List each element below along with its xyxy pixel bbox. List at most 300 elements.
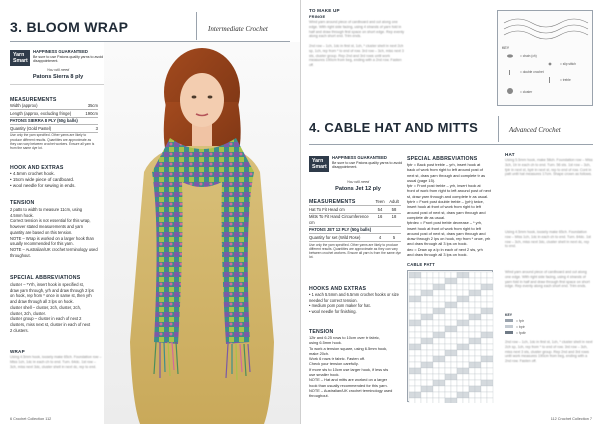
chart-cell <box>421 308 427 314</box>
quantity-row: Quantity for set (Wild Rose) 4 5 <box>309 234 396 240</box>
fringe-instructions: Wind yarn around piece of cardboard and cut along one edge. With right side facing, using 4 strands of yarn fold in half and draw through first space on short edge. Rep evenly along each short end. Trim ends. <box>309 20 405 39</box>
chart-cell <box>421 344 427 350</box>
key-item: = chain (ch) <box>520 54 537 58</box>
chart-cell <box>457 326 463 332</box>
chart-cell <box>451 368 457 374</box>
chart-cell <box>433 290 439 296</box>
chart-cell <box>421 290 427 296</box>
chart-cell <box>451 290 457 296</box>
chart-cell <box>415 290 421 296</box>
hat-instructions: Using 5.5mm hook, make 58ch. Foundation row – Miss 3ch, 1tr in each ch to end. Turn. 56 sts. 1st row – 3ch, fptr in next st, bptr in next st, rep to end of row. Cont in patt until hat measures 17cm. Shape crown as follows. <box>505 158 593 177</box>
chart-cell <box>481 356 487 362</box>
chart-cell <box>415 320 421 326</box>
chart-cell <box>433 272 439 278</box>
chart-cell <box>427 308 433 314</box>
chart-cell <box>487 344 493 350</box>
chart-cell <box>451 374 457 380</box>
chart-cell <box>415 332 421 338</box>
chart-cell <box>451 380 457 386</box>
chart-cell <box>445 332 451 338</box>
chart-cell <box>439 326 445 332</box>
chart-cell <box>439 338 445 344</box>
chart-cell <box>475 392 481 398</box>
chart-cell <box>475 338 481 344</box>
cable-chart-grid <box>408 271 494 403</box>
chart-cell <box>433 344 439 350</box>
chart-cell <box>421 392 427 398</box>
chart-cell <box>421 314 427 320</box>
chart-cell <box>487 374 493 380</box>
chart-cell <box>469 314 475 320</box>
chart-cell <box>469 338 475 344</box>
yarn-name: Patons Jet 12 ply <box>335 186 381 192</box>
chart-cell <box>433 392 439 398</box>
yarn-smart-box <box>309 156 407 172</box>
chart-cell <box>487 302 493 308</box>
chart-cell <box>475 314 481 320</box>
list-item: • 15cm wide piece of cardboard. <box>10 177 75 183</box>
chart-cell <box>481 284 487 290</box>
chart-cell <box>457 332 463 338</box>
chart-cell <box>445 362 451 368</box>
chart-cell <box>445 290 451 296</box>
chart-cell <box>487 398 493 403</box>
chart-cell <box>487 296 493 302</box>
chart-cell <box>487 308 493 314</box>
chart-cell <box>409 326 415 332</box>
yarn-smart-badge: Yarn Smart <box>309 156 329 172</box>
chart-cell <box>487 392 493 398</box>
chart-cell <box>427 302 433 308</box>
tension-text: 2 patts to width to measure 11cm, using 4.5mm hook. Correct tension is not essential for this wrap, however stated measurements and yarn quantity are based on this tension. NOTE – Wrap is worked on a larger hook than usually recommended for this yarn. NOTE – Australian/UK crochet terminology used throughout. <box>10 207 98 258</box>
chart-cell <box>481 398 487 403</box>
chart-cell <box>445 302 451 308</box>
chart-cell <box>475 356 481 362</box>
chart-cell <box>439 320 445 326</box>
chart-cell <box>445 356 451 362</box>
chart-cell <box>445 320 451 326</box>
chart-cell <box>487 314 493 320</box>
happiness-guaranteed: HAPPINESS GUARANTEED Be sure to use Patons quality yarns to avoid disappointment. <box>33 49 104 64</box>
chart-cell <box>427 368 433 374</box>
chart-cell <box>421 398 427 403</box>
chart-cell <box>463 272 469 278</box>
chart-cell <box>463 326 469 332</box>
wrap-continued: 2nd row – 1ch, 1dc in first st, 1ch, * cluster shell in next 2ch sp, 1ch, rep from * to end of row. 3rd row – 3ch, miss next 3 sts, cluster group. Rep 2nd and 3rd rows until work measures 190cm from beg, ending with a 2nd row. Fasten off. <box>309 44 404 68</box>
chart-cell <box>415 278 421 284</box>
chart-cell <box>457 302 463 308</box>
mitts-instructions-cont: 2nd row – 1ch, 1dc in first st, 1ch, * cluster shell in next 2ch sp, 1ch, rep from * to end of row. 3rd row – 3ch, miss next 3 sts, cluster group. Rep 2nd and 3rd rows until work measures 190cm from beg, ending with a 2nd row. Fasten off. <box>505 340 593 364</box>
chart-cell <box>457 278 463 284</box>
abbreviations-text: cluster – *Yrh, insert hook in specified st, draw yarn through, yrh and draw through 2 lps on hook, rep from * once in same st, then yrh and draw through all 3 lps on hook. cluster shell – cluster, 2ch, cluster, 2ch, cluster, 2ch, cluster. cluster group – cluster in each of next 2 clusters, miss next st, cluster in each of next 2 clusters. <box>10 282 94 333</box>
chart-cell <box>487 278 493 284</box>
chart-cell <box>415 350 421 356</box>
skill-level: Advanced Crochet <box>509 126 561 134</box>
chart-cell <box>463 296 469 302</box>
chart-cell <box>469 278 475 284</box>
chart-cell <box>457 284 463 290</box>
chart-cell <box>415 326 421 332</box>
chart-cell <box>415 398 421 403</box>
chart-cell <box>421 284 427 290</box>
key-item: = bptr <box>505 324 593 330</box>
yarn-smart-box <box>10 50 106 66</box>
chart-cell <box>409 380 415 386</box>
chart-cell <box>457 308 463 314</box>
chart-cell <box>469 308 475 314</box>
chart-cell <box>445 314 451 320</box>
chart-cell <box>421 302 427 308</box>
chart-cell <box>481 272 487 278</box>
chart-cell <box>475 308 481 314</box>
mitts-instructions: Wind yarn around piece of cardboard and cut along one edge. With right side facing, using 4 strands of yarn fold in half and draw through first space on short edge. Rep evenly along each short end. Trim ends. <box>505 270 590 289</box>
list-item: • 4.5mm crochet hook. <box>10 171 55 176</box>
chart-cell <box>433 350 439 356</box>
chart-cell <box>451 302 457 308</box>
chart-cell <box>457 344 463 350</box>
chart-cell <box>481 314 487 320</box>
chart-cell <box>481 392 487 398</box>
chart-cell <box>409 392 415 398</box>
chart-cell <box>457 314 463 320</box>
chart-cell <box>463 332 469 338</box>
key-label: KEY <box>505 313 512 317</box>
chart-cell <box>427 296 433 302</box>
chart-cell <box>421 386 427 392</box>
chart-cell <box>475 362 481 368</box>
chart-cell <box>409 278 415 284</box>
chart-cell <box>439 374 445 380</box>
key-item: = fpdtr <box>505 330 593 336</box>
title-rule <box>309 144 593 145</box>
chart-cell <box>469 368 475 374</box>
chart-cell <box>439 302 445 308</box>
hooks-extras-heading: HOOKS AND EXTRAS <box>309 286 367 292</box>
chart-cell <box>469 362 475 368</box>
chart-cell <box>469 398 475 403</box>
chart-cell <box>433 398 439 403</box>
chart-cell <box>487 290 493 296</box>
model-photo <box>104 42 300 424</box>
chart-cell <box>409 338 415 344</box>
chart-cell <box>433 386 439 392</box>
pattern-title: 3. BLOOM WRAP <box>10 19 129 35</box>
chart-cell <box>463 284 469 290</box>
chart-cell <box>439 350 445 356</box>
list-item: • wool needle for sewing in ends. <box>10 183 76 189</box>
key-item: = double crochet <box>520 70 544 74</box>
chart-cell <box>463 368 469 374</box>
chart-cell <box>433 284 439 290</box>
chart-cell <box>409 356 415 362</box>
chart-cell <box>481 332 487 338</box>
chart-cell <box>463 308 469 314</box>
chart-cell <box>409 308 415 314</box>
chart-cell <box>487 284 493 290</box>
list-item: • wool needle for finishing. <box>309 308 357 314</box>
chart-cell <box>427 284 433 290</box>
chart-cell <box>439 386 445 392</box>
chart-cell <box>469 284 475 290</box>
chart-cell <box>475 350 481 356</box>
chart-cell <box>427 386 433 392</box>
title-divider <box>498 116 499 142</box>
chart-cell <box>451 296 457 302</box>
chart-cell <box>409 302 415 308</box>
chart-cell <box>433 380 439 386</box>
chart-key <box>505 312 593 336</box>
chart-cell <box>427 356 433 362</box>
chart-cell <box>445 398 451 403</box>
chart-cell <box>475 296 481 302</box>
chart-cell <box>433 368 439 374</box>
chart-cell <box>457 374 463 380</box>
chart-cell <box>427 332 433 338</box>
chart-cell <box>481 320 487 326</box>
chart-cell <box>487 350 493 356</box>
chart-cell <box>415 284 421 290</box>
chart-cell <box>409 284 415 290</box>
chart-cell <box>445 308 451 314</box>
chart-cell <box>421 320 427 326</box>
chart-cell <box>415 302 421 308</box>
chart-cell <box>433 308 439 314</box>
fringe-heading: FRINGE <box>309 14 326 19</box>
chart-cell <box>463 398 469 403</box>
hook-extras-heading: HOOK AND EXTRAS <box>10 165 64 171</box>
yarn-name: Patons Sierra 8 ply <box>32 74 84 80</box>
chart-cell <box>427 374 433 380</box>
title-divider <box>196 12 197 40</box>
chart-cell <box>481 380 487 386</box>
chart-cell <box>469 302 475 308</box>
chart-cell <box>487 338 493 344</box>
chart-cell <box>427 380 433 386</box>
chart-cell <box>457 272 463 278</box>
chart-cell <box>463 278 469 284</box>
chart-cell <box>469 290 475 296</box>
chart-cell <box>475 398 481 403</box>
chart-cell <box>415 368 421 374</box>
chart-cell <box>481 344 487 350</box>
chart-cell <box>457 320 463 326</box>
chart-cell <box>481 278 487 284</box>
chart-cell <box>439 296 445 302</box>
chart-cell <box>445 380 451 386</box>
chart-cell <box>475 368 481 374</box>
chart-cell <box>439 362 445 368</box>
chart-cell <box>463 302 469 308</box>
chart-cell <box>451 356 457 362</box>
chart-cell <box>469 296 475 302</box>
chart-cell <box>457 338 463 344</box>
chart-cell <box>481 362 487 368</box>
chart-cell <box>451 386 457 392</box>
chart-cell <box>409 314 415 320</box>
chart-cell <box>427 278 433 284</box>
chart-cell <box>427 350 433 356</box>
chart-cell <box>415 380 421 386</box>
chart-cell <box>457 392 463 398</box>
chart-cell <box>469 386 475 392</box>
chart-cell <box>487 326 493 332</box>
chart-cell <box>463 350 469 356</box>
chart-cell <box>421 278 427 284</box>
chart-cell <box>433 302 439 308</box>
page-footer: 6 Crochet Collection 112 <box>10 417 52 421</box>
chart-cell <box>439 314 445 320</box>
chart-cell <box>445 386 451 392</box>
chart-cell <box>481 296 487 302</box>
key-item: = treble <box>560 78 571 82</box>
chart-cell <box>457 380 463 386</box>
quantity-row: Quantity (Gold Pastel) 3 <box>10 125 98 131</box>
list-item: • 1 each 5.5mm and 6.5mm crochet hooks or size needed for correct tension. <box>309 292 399 303</box>
chart-cell <box>463 314 469 320</box>
chart-cell <box>445 284 451 290</box>
chart-cell <box>481 326 487 332</box>
chart-cell <box>463 386 469 392</box>
chart-cell <box>409 350 415 356</box>
table-row: Hat To Fit Head cm 54 58 <box>309 206 397 212</box>
chart-cell <box>475 320 481 326</box>
chart-cell <box>439 380 445 386</box>
chart-cell <box>409 332 415 338</box>
measurements-heading: MEASUREMENTS <box>10 97 57 103</box>
chart-cell <box>445 338 451 344</box>
chart-cell <box>421 356 427 362</box>
chart-cell <box>433 296 439 302</box>
chart-cell <box>421 296 427 302</box>
cable-chart-heading: CABLE PATT <box>407 262 435 267</box>
chart-cell <box>445 392 451 398</box>
chart-cell <box>481 386 487 392</box>
chart-cell <box>415 374 421 380</box>
chart-cell <box>451 314 457 320</box>
chart-cell <box>463 374 469 380</box>
wrap-heading: WRAP <box>10 349 25 354</box>
chart-cell <box>475 344 481 350</box>
chart-cell <box>481 290 487 296</box>
chart-cell <box>445 350 451 356</box>
chart-cell <box>415 314 421 320</box>
chart-cell <box>433 338 439 344</box>
chart-cell <box>439 392 445 398</box>
chart-cell <box>409 398 415 403</box>
chart-cell <box>469 326 475 332</box>
list-item: • medium pom pom maker for hat. <box>309 303 371 308</box>
chart-cell <box>427 344 433 350</box>
chart-cell <box>457 398 463 403</box>
chart-cell <box>427 326 433 332</box>
you-will-need: You will need <box>346 180 370 184</box>
chart-cell <box>475 332 481 338</box>
chart-cell <box>469 374 475 380</box>
yarn-note: Use only the yarn specified. Other yarns are likely to produce different results. Quantities are approximate as they can vary between crochet workers. Ensure all yarn is from the same dye lot. <box>10 133 95 150</box>
chart-cell <box>451 272 457 278</box>
chart-cell <box>433 356 439 362</box>
right-page <box>300 0 600 424</box>
yarn-smart-badge: Yarn Smart <box>10 50 30 66</box>
chart-cell <box>445 344 451 350</box>
chart-cell <box>415 362 421 368</box>
chart-cell <box>469 350 475 356</box>
chart-cell <box>433 374 439 380</box>
chart-cell <box>463 320 469 326</box>
abbreviations-text: fptr = Back post treble – yrh, insert hook at back of work from right to left around post of next st, draw yarn through and complete tr as usual (page 15). fptr = Front post treble – yrh, insert hook at front of work from right to left around post of next st, draw yarn through and complete tr as usual. fptrtr = Front post double treble – (yrh) twice, insert hook at front of work from right to left around post of next st, draw yarn through and complete dtr as usual. fptrdec = Front post treble decrease – * yrh, insert hook at front of work from right to left around post of next st, draw yarn through and draw through 2 lps on hook, rep from * once, yrh and draw through all 3 lps on hook. dec = Draw up a lp in each of next 2 sts, yrh and draw through all 3 lps on hook. <box>407 162 491 258</box>
chart-cell <box>475 290 481 296</box>
chart-cell <box>451 344 457 350</box>
chart-cell <box>415 386 421 392</box>
chart-cell <box>487 272 493 278</box>
chart-cell <box>463 344 469 350</box>
chart-cell <box>409 296 415 302</box>
chart-cell <box>421 362 427 368</box>
chart-cell <box>451 284 457 290</box>
happiness-guaranteed: HAPPINESS GUARANTEED Be sure to use Patons quality yarns to avoid disappointment. <box>332 155 403 170</box>
yarn-line: PATONS SIERRA 8 PLY (50g balls) <box>10 118 78 124</box>
chart-cell <box>457 356 463 362</box>
chart-cell <box>487 356 493 362</box>
chart-cell <box>415 392 421 398</box>
chart-cell <box>475 302 481 308</box>
chart-cell <box>409 272 415 278</box>
chart-cell <box>451 362 457 368</box>
chart-cell <box>469 272 475 278</box>
chart-cell <box>463 290 469 296</box>
chart-cell <box>469 380 475 386</box>
chart-cell <box>451 392 457 398</box>
chart-cell <box>463 380 469 386</box>
abbreviations-heading: SPECIAL ABBREVIATIONS <box>10 275 81 281</box>
chart-cell <box>481 368 487 374</box>
chart-cell <box>475 284 481 290</box>
chart-cell <box>433 314 439 320</box>
chart-cell <box>475 278 481 284</box>
chart-cell <box>439 308 445 314</box>
tension-heading: TENSION <box>309 329 334 335</box>
chart-cell <box>421 350 427 356</box>
chart-cell <box>439 398 445 403</box>
chart-cell <box>475 386 481 392</box>
hat-heading: HAT <box>505 152 515 157</box>
chart-cell <box>415 356 421 362</box>
chart-cell <box>409 374 415 380</box>
abbreviations-heading: SPECIAL ABBREVIATIONS <box>407 156 478 162</box>
chart-cell <box>421 374 427 380</box>
chart-cell <box>427 314 433 320</box>
yarn-rule <box>10 84 106 85</box>
measurements-heading: MEASUREMENTS <box>309 199 356 205</box>
chart-cell <box>427 362 433 368</box>
chart-cell <box>433 332 439 338</box>
chart-cell <box>487 368 493 374</box>
chart-cell <box>451 326 457 332</box>
yarn-line: PATONS JET 12 PLY (50g balls) <box>309 227 372 233</box>
chart-cell <box>439 356 445 362</box>
chart-cell <box>409 386 415 392</box>
chart-cell <box>481 308 487 314</box>
chart-cell <box>445 374 451 380</box>
chart-cell <box>445 368 451 374</box>
chart-cell <box>409 290 415 296</box>
chart-cell <box>439 368 445 374</box>
chart-cell <box>487 362 493 368</box>
chart-cell <box>409 368 415 374</box>
chart-cell <box>409 320 415 326</box>
measurements-table <box>10 103 98 150</box>
chart-cell <box>487 320 493 326</box>
